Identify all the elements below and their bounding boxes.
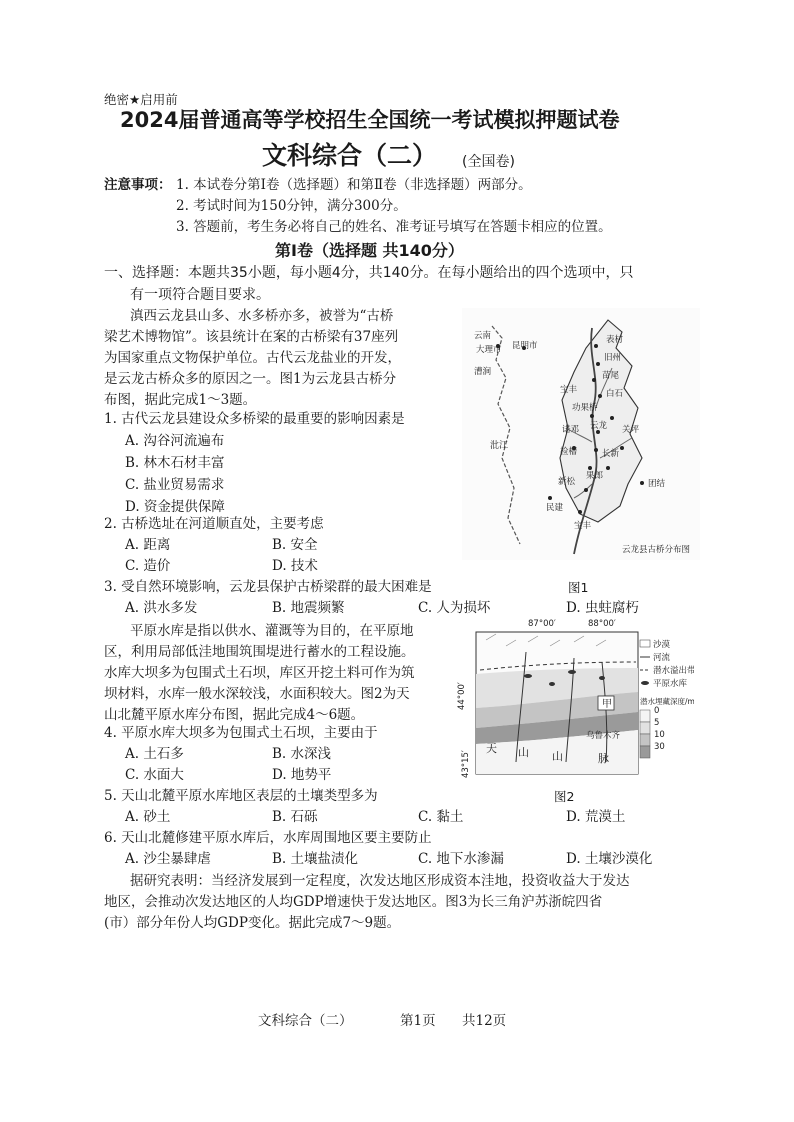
question-4-stem: 4. 平原水库大坝多为包围式土石坝，主要由于: [104, 725, 378, 741]
depth-value: 10: [654, 730, 665, 740]
map-label: 诺邓: [562, 425, 580, 435]
depth-value: 5: [654, 718, 660, 728]
figure1-map: [462, 308, 700, 560]
question-4-option[interactable]: D. 地势平: [272, 767, 332, 783]
question-6-option[interactable]: A. 沙尘暴肆虐: [125, 851, 211, 867]
notice-label: 注意事项：: [104, 177, 172, 193]
question-2-option[interactable]: D. 技术: [272, 558, 318, 574]
passage1-line: 梁艺术博物馆”。该县统计在案的古桥梁有37座列: [104, 329, 399, 345]
figure1-inner-caption: 云龙县古桥分布图: [622, 545, 691, 555]
question-6-stem: 6. 天山北麓修建平原水库后，水库周围地区要主要防止: [104, 830, 432, 846]
subject-title: 文科综合（二）: [262, 141, 438, 170]
legend-label: 河流: [653, 653, 671, 663]
question-2-option[interactable]: C. 造价: [125, 558, 171, 574]
footer-subject: 文科综合（二）: [258, 1013, 353, 1029]
notice-item: 2. 考试时间为150分钟，满分300分。: [176, 198, 407, 214]
depth-value: 0: [654, 706, 660, 716]
passage2-line: 山北麓平原水库分布图，据此完成4～6题。: [104, 707, 365, 723]
map-label: 旧州: [604, 353, 622, 363]
lat-label: 43°15′: [461, 750, 471, 778]
place-label: 乌鲁木齐: [586, 731, 621, 741]
passage2-line: 区，利用局部低洼地围筑围堤进行蓄水的工程设施。: [104, 644, 415, 660]
passage3-line: 地区，会推动次发达地区的人均GDP增速快于发达地区。图3为长三角沪苏浙皖四省: [104, 894, 603, 910]
passage2-line: 坝材料，水库一般水深较浅，水面积较大。图2为天: [104, 686, 410, 702]
passage1-line: 滇西云龙县山多、水多桥亦多，被誉为“古桥: [130, 308, 394, 324]
footer-total: 共12页: [462, 1013, 507, 1029]
map-label: 苗尾: [602, 371, 620, 381]
map-label: 长新: [602, 449, 620, 459]
passage1-line: 是云龙古桥众多的原因之一。图1为云龙县古桥分: [104, 371, 397, 387]
map-label: 功果桥: [572, 403, 598, 413]
map-label: 云龙: [590, 421, 608, 431]
edition-label: (全国卷): [462, 154, 515, 170]
part1-heading: 第Ⅰ卷（选择题 共140分）: [275, 241, 464, 260]
question-3-option[interactable]: C. 人为损坏: [418, 600, 491, 616]
question-4-option[interactable]: A. 土石多: [125, 746, 184, 762]
map-label: 宝丰: [560, 385, 578, 395]
place-label: 山: [518, 746, 529, 759]
question-5-option[interactable]: A. 砂土: [125, 809, 171, 825]
passage1-line: 布图，据此完成1～3题。: [104, 392, 257, 408]
passage1-line: 为国家重点文物保护单位。古代云龙盐业的开发，: [104, 350, 401, 366]
question-6-option[interactable]: B. 土壤盐渍化: [272, 851, 359, 867]
part1-instruction: 一、选择题：本题共35小题，每小题4分，共140分。在每小题给出的四个选项中，只: [104, 265, 634, 281]
map-label: 关坪: [622, 425, 640, 435]
notice-item: 3. 答题前，考生务必将自己的姓名、准考证号填写在答题卡相应的位置。: [176, 219, 612, 235]
passage3-line: (市）部分年份人均GDP变化。据此完成7～9题。: [104, 915, 401, 931]
map-label: 漕涧: [474, 367, 492, 377]
map-label: 宝丰: [574, 521, 592, 531]
place-label: 天: [486, 742, 497, 755]
question-1-option[interactable]: B. 林木石材丰富: [125, 455, 225, 471]
figure2-caption: 图2: [554, 789, 575, 804]
figure1-caption: 图1: [568, 580, 589, 595]
question-2-option[interactable]: A. 距离: [125, 537, 171, 553]
secret-label: 绝密★启用前: [104, 92, 178, 107]
question-5-stem: 5. 天山北麓平原水库地区表层的土壤类型多为: [104, 788, 378, 804]
map-label: 大理市: [476, 345, 502, 355]
part1-instruction-cont: 有一项符合题目要求。: [130, 287, 270, 303]
question-5-option[interactable]: B. 石砾: [272, 809, 318, 825]
place-label: 山: [552, 750, 563, 763]
map-label: 检槽: [560, 447, 578, 457]
question-2-option[interactable]: B. 安全: [272, 537, 318, 553]
map-label: 表村: [606, 335, 624, 345]
question-4-option[interactable]: B. 水深浅: [272, 746, 332, 762]
question-1-option[interactable]: A. 沟谷河流遍布: [125, 433, 225, 449]
place-label: 甲: [602, 699, 612, 710]
exam-title: 2024届普通高等学校招生全国统一考试模拟押题试卷: [120, 108, 620, 132]
question-3-stem: 3. 受自然环境影响，云龙县保护古桥梁群的最大困难是: [104, 579, 432, 595]
question-1-option[interactable]: C. 盐业贸易需求: [125, 477, 225, 493]
map-label: 团结: [648, 479, 666, 489]
question-2-stem: 2. 古桥选址在河道顺直处，主要考虑: [104, 516, 324, 532]
question-3-option[interactable]: A. 洪水多发: [125, 600, 198, 616]
legend-label: 平原水库: [653, 679, 688, 689]
map-label: 沘江: [490, 441, 509, 451]
lat-label: 44°00′: [457, 682, 467, 710]
question-6-option[interactable]: C. 地下水渗漏: [418, 851, 504, 867]
lon-label: 87°00′: [528, 619, 556, 629]
map-label: 民建: [546, 503, 564, 513]
place-label: 脉: [598, 752, 609, 765]
question-5-option[interactable]: D. 荒漠土: [566, 809, 626, 825]
question-3-option[interactable]: B. 地震频繁: [272, 600, 345, 616]
legend-label: 沙漠: [653, 640, 671, 650]
question-1-stem: 1. 古代云龙县建设众多桥梁的最重要的影响因素是: [104, 411, 405, 427]
question-6-option[interactable]: D. 土壤沙漠化: [566, 851, 653, 867]
figure2-map: [456, 612, 694, 780]
map-label: 昆明市: [512, 341, 538, 351]
question-3-option[interactable]: D. 虫蛀腐朽: [566, 600, 639, 616]
legend-label: 潜水溢出带: [653, 666, 694, 676]
map-label: 新松: [558, 477, 576, 487]
depth-legend-title: 潜水埋藏深度/m: [640, 697, 694, 706]
passage2-line: 水库大坝多为包围式土石坝，库区开挖土料可作为筑: [104, 665, 415, 681]
passage2-line: 平原水库是指以供水、灌溉等为目的，在平原地: [130, 623, 414, 639]
depth-value: 30: [654, 742, 665, 752]
question-1-option[interactable]: D. 资金提供保障: [125, 499, 225, 515]
passage3-line: 据研究表明：当经济发展到一定程度，次发达地区形成资本洼地，投资收益大于发达: [130, 873, 630, 889]
map-label: 果郎: [586, 471, 604, 481]
footer-page: 第1页: [400, 1013, 436, 1029]
notice-item: 1. 本试卷分第Ⅰ卷（选择题）和第Ⅱ卷（非选择题）两部分。: [176, 177, 532, 193]
map-label: 白石: [606, 389, 624, 399]
question-4-option[interactable]: C. 水面大: [125, 767, 184, 783]
lon-label: 88°00′: [588, 619, 616, 629]
map-label: 云南: [474, 331, 492, 341]
question-5-option[interactable]: C. 黏土: [418, 809, 464, 825]
